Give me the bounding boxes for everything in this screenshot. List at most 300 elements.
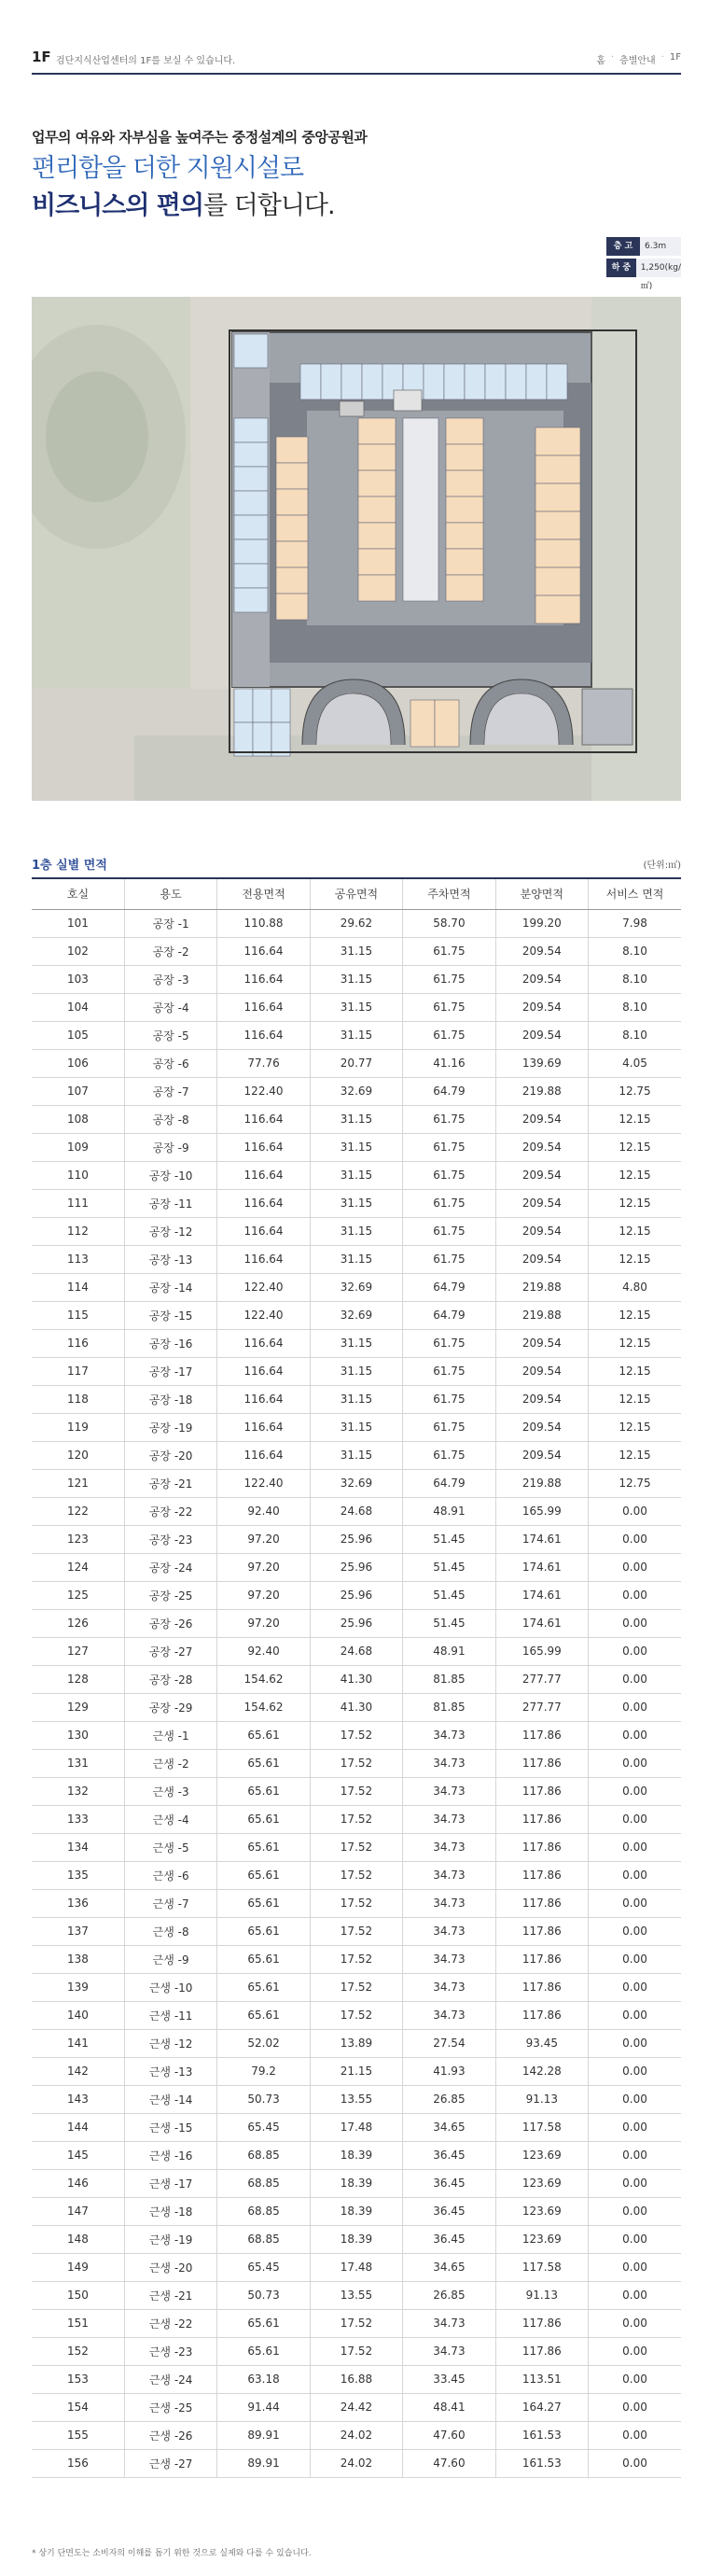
table-cell: 13.89: [310, 2029, 402, 2057]
table-cell: 124: [32, 1553, 124, 1581]
table-row: [32, 1581, 681, 1609]
table-cell: 149: [32, 2253, 124, 2281]
table-cell: 219.88: [495, 1273, 588, 1301]
table-cell: 공장 -7: [124, 1077, 216, 1105]
table-cell: 18.39: [310, 2141, 402, 2169]
header-service-area: 서비스 면적: [589, 878, 681, 909]
table-cell: 공장 -8: [124, 1105, 216, 1133]
table-cell: 165.99: [495, 1637, 588, 1665]
floor-label: 1F: [32, 49, 51, 65]
table-row: [32, 1497, 681, 1525]
table-cell: 34.65: [403, 2253, 495, 2281]
table-cell: 209.54: [495, 937, 588, 965]
table-cell: 209.54: [495, 1329, 588, 1357]
table-cell: 117.86: [495, 1917, 588, 1945]
table-cell: 61.75: [403, 1133, 495, 1161]
table-cell: 146: [32, 2169, 124, 2197]
table-cell: 근생 -17: [124, 2169, 216, 2197]
table-row: [32, 1945, 681, 1973]
table-cell: 공장 -24: [124, 1553, 216, 1581]
table-cell: 65.61: [217, 1917, 310, 1945]
table-cell: 0.00: [589, 2225, 681, 2253]
table-cell: 0.00: [589, 2337, 681, 2365]
table-cell: 65.61: [217, 1889, 310, 1917]
footnote: * 상기 단면도는 소비자의 이해를 돕기 위한 것으로 실제와 다를 수 있습니다.: [32, 2549, 312, 2558]
table-cell: 117.86: [495, 1861, 588, 1889]
table-cell: 16.88: [310, 2365, 402, 2393]
table-cell: 8.10: [589, 1021, 681, 1049]
table-cell: 137: [32, 1917, 124, 1945]
page-header: [0, 0, 709, 103]
table-cell: 0.00: [589, 2365, 681, 2393]
table-cell: 51.45: [403, 1609, 495, 1637]
table-cell: 65.61: [217, 1777, 310, 1805]
table-cell: 근생 -6: [124, 1861, 216, 1889]
header-exclusive-area: 전용면적: [217, 878, 310, 909]
table-row: [32, 1833, 681, 1861]
table-cell: 209.54: [495, 1105, 588, 1133]
table-row: [32, 937, 681, 965]
table-cell: 8.10: [589, 937, 681, 965]
table-cell: 26.85: [403, 2281, 495, 2309]
table-cell: 20.77: [310, 1049, 402, 1077]
table-cell: 65.61: [217, 1973, 310, 2001]
table-cell: 152: [32, 2337, 124, 2365]
table-cell: 31.15: [310, 1357, 402, 1385]
table-cell: 123.69: [495, 2169, 588, 2197]
table-cell: 116.64: [217, 1189, 310, 1217]
table-cell: 17.52: [310, 2309, 402, 2337]
table-cell: 117.86: [495, 1833, 588, 1861]
table-cell: 110.88: [217, 909, 310, 937]
table-cell: 65.61: [217, 1861, 310, 1889]
table-cell: 174.61: [495, 1609, 588, 1637]
table-cell: 68.85: [217, 2169, 310, 2197]
table-cell: 97.20: [217, 1581, 310, 1609]
table-cell: 219.88: [495, 1301, 588, 1329]
table-row: [32, 1273, 681, 1301]
table-cell: 12.15: [589, 1329, 681, 1357]
header-shared-area: 공유면적: [310, 878, 402, 909]
table-cell: 근생 -18: [124, 2197, 216, 2225]
table-cell: 31.15: [310, 1329, 402, 1357]
table-cell: 68.85: [217, 2141, 310, 2169]
table-cell: 0.00: [589, 1609, 681, 1637]
table-cell: 근생 -4: [124, 1805, 216, 1833]
table-cell: 116.64: [217, 1161, 310, 1189]
headline-strong-tail: 를 더합니다.: [202, 191, 335, 220]
table-cell: 117.58: [495, 2113, 588, 2141]
table-cell: 64.79: [403, 1077, 495, 1105]
table-cell: 92.40: [217, 1637, 310, 1665]
table-cell: 공장 -23: [124, 1525, 216, 1553]
table-row: [32, 2337, 681, 2365]
table-cell: 209.54: [495, 1385, 588, 1413]
table-cell: 121: [32, 1469, 124, 1497]
table-cell: 0.00: [589, 1861, 681, 1889]
table-cell: 24.02: [310, 2449, 402, 2477]
table-cell: 65.61: [217, 2337, 310, 2365]
table-cell: 93.45: [495, 2029, 588, 2057]
table-cell: 91.44: [217, 2393, 310, 2421]
table-row: [32, 2281, 681, 2309]
table-cell: 131: [32, 1749, 124, 1777]
table-cell: 0.00: [589, 1553, 681, 1581]
table-cell: 0.00: [589, 1721, 681, 1749]
table-cell: 31.15: [310, 1133, 402, 1161]
table-cell: 34.73: [403, 1889, 495, 1917]
table-cell: 0.00: [589, 1665, 681, 1693]
table-cell: 근생 -1: [124, 1721, 216, 1749]
table-row: [32, 1189, 681, 1217]
table-cell: 116.64: [217, 937, 310, 965]
table-row: [32, 2449, 681, 2477]
table-cell: 150: [32, 2281, 124, 2309]
table-cell: 68.85: [217, 2197, 310, 2225]
header-sale-area: 분양면적: [495, 878, 588, 909]
table-cell: 154.62: [217, 1693, 310, 1721]
table-cell: 65.61: [217, 2309, 310, 2337]
table-cell: 34.73: [403, 2309, 495, 2337]
table-row: [32, 2001, 681, 2029]
table-cell: 12.15: [589, 1441, 681, 1469]
table-row: [32, 1301, 681, 1329]
table-cell: 공장 -3: [124, 965, 216, 993]
table-cell: 근생 -23: [124, 2337, 216, 2365]
table-row: [32, 2141, 681, 2169]
table-row: [32, 1609, 681, 1637]
table-cell: 123: [32, 1525, 124, 1553]
table-cell: 12.15: [589, 1133, 681, 1161]
table-row: [32, 1917, 681, 1945]
table-cell: 79.2: [217, 2057, 310, 2085]
table-cell: 117.58: [495, 2253, 588, 2281]
table-cell: 114: [32, 1273, 124, 1301]
table-cell: 136: [32, 1889, 124, 1917]
table-cell: 17.48: [310, 2113, 402, 2141]
table-cell: 26.85: [403, 2085, 495, 2113]
breadcrumb-floor-guide[interactable]: 층별안내: [619, 56, 656, 66]
table-cell: 32.69: [310, 1077, 402, 1105]
table-cell: 24.68: [310, 1497, 402, 1525]
table-cell: 126: [32, 1609, 124, 1637]
table-cell: 0.00: [589, 2393, 681, 2421]
table-cell: 근생 -13: [124, 2057, 216, 2085]
table-row: [32, 1693, 681, 1721]
breadcrumb-separator: ·: [660, 52, 664, 63]
table-cell: 공장 -16: [124, 1329, 216, 1357]
table-cell: 61.75: [403, 1385, 495, 1413]
table-cell: 근생 -3: [124, 1777, 216, 1805]
table-cell: 117.86: [495, 1721, 588, 1749]
table-cell: 109: [32, 1133, 124, 1161]
table-cell: 0.00: [589, 1637, 681, 1665]
table-row: [32, 2085, 681, 2113]
table-row: [32, 1749, 681, 1777]
table-cell: 34.73: [403, 1945, 495, 1973]
table-cell: 근생 -19: [124, 2225, 216, 2253]
table-cell: 164.27: [495, 2393, 588, 2421]
table-cell: 142: [32, 2057, 124, 2085]
table-cell: 161.53: [495, 2449, 588, 2477]
table-cell: 77.76: [217, 1049, 310, 1077]
table-cell: 근생 -16: [124, 2141, 216, 2169]
table-cell: 34.73: [403, 1833, 495, 1861]
table-cell: 34.73: [403, 2001, 495, 2029]
table-cell: 128: [32, 1665, 124, 1693]
table-cell: 116.64: [217, 1245, 310, 1273]
table-cell: 132: [32, 1777, 124, 1805]
spec-row-load: [606, 259, 681, 291]
table-cell: 116.64: [217, 1385, 310, 1413]
table-cell: 근생 -22: [124, 2309, 216, 2337]
table-cell: 41.93: [403, 2057, 495, 2085]
table-cell: 0.00: [589, 1525, 681, 1553]
table-cell: 0.00: [589, 2449, 681, 2477]
breadcrumb: [596, 52, 681, 66]
table-cell: 0.00: [589, 1693, 681, 1721]
breadcrumb-home[interactable]: 홈: [596, 56, 605, 66]
table-row: [32, 1805, 681, 1833]
table-cell: 근생 -8: [124, 1917, 216, 1945]
table-cell: 0.00: [589, 2001, 681, 2029]
table-cell: 34.73: [403, 1805, 495, 1833]
table-cell: 32.69: [310, 1469, 402, 1497]
table-cell: 199.20: [495, 909, 588, 937]
table-cell: 근생 -27: [124, 2449, 216, 2477]
table-cell: 61.75: [403, 1441, 495, 1469]
table-cell: 117.86: [495, 2001, 588, 2029]
table-cell: 근생 -12: [124, 2029, 216, 2057]
table-row: [32, 909, 681, 937]
table-cell: 147: [32, 2197, 124, 2225]
table-cell: 110: [32, 1161, 124, 1189]
table-cell: 0.00: [589, 1497, 681, 1525]
table-cell: 27.54: [403, 2029, 495, 2057]
table-cell: 근생 -25: [124, 2393, 216, 2421]
table-row: [32, 1077, 681, 1105]
table-row: [32, 2421, 681, 2449]
table-cell: 123.69: [495, 2225, 588, 2253]
table-cell: 17.52: [310, 2337, 402, 2365]
headline-main: 편리함을 더한 지원시설로: [32, 154, 304, 183]
table-cell: 공장 -9: [124, 1133, 216, 1161]
table-cell: 공장 -11: [124, 1189, 216, 1217]
table-cell: 125: [32, 1581, 124, 1609]
table-cell: 36.45: [403, 2197, 495, 2225]
table-row: [32, 2393, 681, 2421]
header-use: 용도: [124, 878, 216, 909]
table-cell: 공장 -19: [124, 1413, 216, 1441]
table-cell: 근생 -15: [124, 2113, 216, 2141]
table-cell: 31.15: [310, 1441, 402, 1469]
table-cell: 111: [32, 1189, 124, 1217]
table-row: [32, 1973, 681, 2001]
table-cell: 61.75: [403, 1021, 495, 1049]
spec-key: 층 고: [606, 237, 640, 256]
table-cell: 61.75: [403, 993, 495, 1021]
table-cell: 61.75: [403, 937, 495, 965]
table-cell: 48.41: [403, 2393, 495, 2421]
table-cell: 31.15: [310, 1385, 402, 1413]
table-cell: 31.15: [310, 1189, 402, 1217]
table-cell: 65.61: [217, 1805, 310, 1833]
table-cell: 102: [32, 937, 124, 965]
table-cell: 65.61: [217, 2001, 310, 2029]
table-row: [32, 2057, 681, 2085]
table-cell: 7.98: [589, 909, 681, 937]
table-cell: 117: [32, 1357, 124, 1385]
table-title: 1층 실별 면적: [32, 859, 107, 873]
table-cell: 12.15: [589, 1189, 681, 1217]
table-row: [32, 1329, 681, 1357]
table-cell: 209.54: [495, 965, 588, 993]
table-cell: 138: [32, 1945, 124, 1973]
table-unit: (단위:㎡): [643, 861, 681, 871]
table-cell: 공장 -12: [124, 1217, 216, 1245]
table-cell: 219.88: [495, 1469, 588, 1497]
table-cell: 58.70: [403, 909, 495, 937]
table-cell: 18.39: [310, 2169, 402, 2197]
table-cell: 50.73: [217, 2281, 310, 2309]
table-cell: 161.53: [495, 2421, 588, 2449]
table-cell: 142.28: [495, 2057, 588, 2085]
table-cell: 36.45: [403, 2141, 495, 2169]
table-row: [32, 2365, 681, 2393]
table-cell: 31.15: [310, 1021, 402, 1049]
table-cell: 0.00: [589, 2197, 681, 2225]
table-cell: 25.96: [310, 1581, 402, 1609]
breadcrumb-separator: ·: [610, 52, 615, 63]
table-cell: 50.73: [217, 2085, 310, 2113]
table-row: [32, 1385, 681, 1413]
table-cell: 51.45: [403, 1553, 495, 1581]
table-cell: 34.73: [403, 1917, 495, 1945]
header-room: 호실: [32, 878, 124, 909]
table-row: [32, 1105, 681, 1133]
table-row: [32, 2169, 681, 2197]
table-cell: 근생 -20: [124, 2253, 216, 2281]
table-cell: 공장 -13: [124, 1245, 216, 1273]
table-cell: 17.52: [310, 2001, 402, 2029]
table-cell: 63.18: [217, 2365, 310, 2393]
table-cell: 31.15: [310, 937, 402, 965]
table-cell: 51.45: [403, 1525, 495, 1553]
table-cell: 34.73: [403, 2337, 495, 2365]
table-cell: 공장 -14: [124, 1273, 216, 1301]
table-cell: 81.85: [403, 1665, 495, 1693]
table-cell: 116.64: [217, 1413, 310, 1441]
table-cell: 17.52: [310, 1805, 402, 1833]
table-cell: 61.75: [403, 1161, 495, 1189]
table-cell: 91.13: [495, 2281, 588, 2309]
table-cell: 17.52: [310, 1777, 402, 1805]
table-cell: 122.40: [217, 1273, 310, 1301]
table-cell: 17.52: [310, 1721, 402, 1749]
table-cell: 18.39: [310, 2197, 402, 2225]
table-cell: 41.30: [310, 1693, 402, 1721]
headline-strong: 비즈니스의 편의: [32, 191, 203, 220]
table-cell: 81.85: [403, 1693, 495, 1721]
floor-description: 검단지식산업센터의 1F를 보실 수 있습니다.: [56, 56, 236, 66]
table-cell: 117.86: [495, 1777, 588, 1805]
table-cell: 65.61: [217, 1945, 310, 1973]
table-cell: 117.86: [495, 1749, 588, 1777]
table-cell: 12.15: [589, 1217, 681, 1245]
floor-plan-image: [32, 297, 681, 801]
table-cell: 113.51: [495, 2365, 588, 2393]
table-row: [32, 2197, 681, 2225]
table-cell: 공장 -22: [124, 1497, 216, 1525]
table-cell: 120: [32, 1441, 124, 1469]
table-cell: 174.61: [495, 1525, 588, 1553]
table-cell: 24.68: [310, 1637, 402, 1665]
table-cell: 61.75: [403, 1105, 495, 1133]
table-cell: 117.86: [495, 2337, 588, 2365]
table-row: [32, 1245, 681, 1273]
table-cell: 101: [32, 909, 124, 937]
table-cell: 0.00: [589, 2421, 681, 2449]
table-cell: 116.64: [217, 1329, 310, 1357]
table-row: [32, 1161, 681, 1189]
table-cell: 공장 -1: [124, 909, 216, 937]
table-cell: 근생 -24: [124, 2365, 216, 2393]
table-cell: 4.80: [589, 1273, 681, 1301]
table-cell: 134: [32, 1833, 124, 1861]
table-cell: 17.52: [310, 1749, 402, 1777]
table-cell: 117.86: [495, 1889, 588, 1917]
table-cell: 89.91: [217, 2449, 310, 2477]
table-row: [32, 1861, 681, 1889]
table-cell: 공장 -26: [124, 1609, 216, 1637]
table-cell: 97.20: [217, 1553, 310, 1581]
table-row: [32, 1721, 681, 1749]
table-cell: 209.54: [495, 1189, 588, 1217]
spec-row-height: [606, 237, 681, 256]
table-cell: 근생 -21: [124, 2281, 216, 2309]
table-cell: 0.00: [589, 1945, 681, 1973]
table-cell: 61.75: [403, 1357, 495, 1385]
table-cell: 89.91: [217, 2421, 310, 2449]
table-cell: 133: [32, 1805, 124, 1833]
spec-value: 6.3m: [640, 237, 681, 256]
table-row: [32, 2029, 681, 2057]
header-parking-area: 주차면적: [403, 878, 495, 909]
table-cell: 277.77: [495, 1693, 588, 1721]
table-row: [32, 2225, 681, 2253]
table-cell: 148: [32, 2225, 124, 2253]
table-row: [32, 965, 681, 993]
table-row: [32, 1889, 681, 1917]
table-cell: 140: [32, 2001, 124, 2029]
table-row: [32, 1021, 681, 1049]
table-cell: 공장 -18: [124, 1385, 216, 1413]
table-cell: 34.73: [403, 1861, 495, 1889]
table-cell: 근생 -5: [124, 1833, 216, 1861]
table-cell: 130: [32, 1721, 124, 1749]
table-row: [32, 2309, 681, 2337]
table-cell: 25.96: [310, 1553, 402, 1581]
table-cell: 61.75: [403, 1189, 495, 1217]
table-cell: 91.13: [495, 2085, 588, 2113]
headline-sub: 업무의 여유와 자부심을 높여주는 중정설계의 중앙공원과: [32, 129, 368, 146]
table-cell: 92.40: [217, 1497, 310, 1525]
table-cell: 0.00: [589, 1833, 681, 1861]
table-cell: 근생 -9: [124, 1945, 216, 1973]
table-header-row: [32, 878, 681, 909]
table-cell: 17.48: [310, 2253, 402, 2281]
table-cell: 17.52: [310, 1833, 402, 1861]
